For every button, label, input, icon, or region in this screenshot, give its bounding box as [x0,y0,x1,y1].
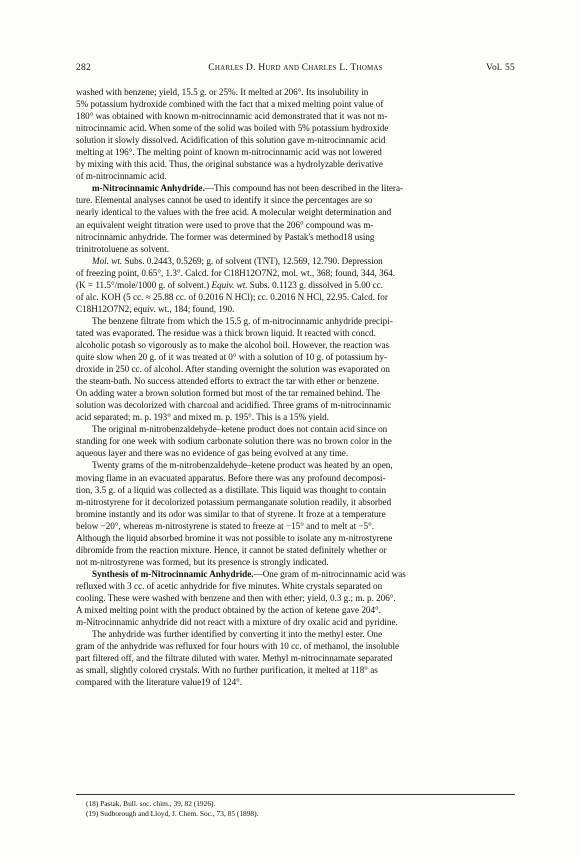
text-line: tion, 3.5 g. of a liquid was collected as a distillate. This liquid was thought to contain [76,484,387,495]
text-line: solution was decolorized with charcoal and acidified. Three grams of m-nitrocinnamic [76,400,392,411]
text-line: ture. Elemental analyses cannot be used to identify it since the percentages are so [76,195,373,206]
footnote-19: (19) Sudborough and Lloyd, J. Chem. Soc., 73, 85 (1898). [86,809,259,819]
text-line: droxide in 250 cc. of alcohol. After standing overnight the solution was evaporated on [76,364,390,375]
text-line: compared with the literature value19 of 124°. [76,677,243,688]
text-line: acid separated; m. p. 193° and mixed m. p. 195°. This is a 15% yield. [76,412,329,423]
text-line: m-Nitrocinnamic anhydride did not react with a mixture of dry oxalic acid and pyridine. [76,617,398,628]
text-line: nearly identical to the values with the free acid. A molecular weight determination and [76,207,392,218]
text-line: aqueous layer and there was no evidence of gas being evolved at any time. [76,448,349,459]
text-line: refluxed with 3 cc. of acetic anhydride for five minutes. White crystals separated on [76,580,383,591]
text-line: trinitrotoluene as solvent. [76,243,170,254]
inline-label: Mol. wt. [92,255,123,266]
running-head-authors: Charles D. Hurd and Charles L. Thomas [208,62,383,73]
text-line: The benzene filtrate from which the 15.5 g. of m-nitrocinnamic anhydride precipi- [92,315,393,326]
equiv-wt-line [76,279,515,291]
text-line: The anhydride was further identified by converting it into the methyl ester. One [92,629,383,640]
running-head [76,62,515,76]
text-line: 180° was obtained with known m-nitrocinnamic acid demonstrated that it was not m- [76,111,388,122]
section-heading: Synthesis of m-Nitrocinnamic Anhydride. [92,568,254,579]
text-line: C18H12O7N2, equiv. wt., 184; found, 190. [76,303,235,314]
text-line: washed with benzene; yield, 15.5 g. or 25%. It melted at 206°. Its insolubility in [76,87,369,97]
text-run: —This compound has not been described in the litera- [204,183,404,194]
footnotes [76,794,515,820]
text-line: tated was evaporated. The residue was a thick brown liquid. It reacted with concd. [76,327,376,338]
section-synthesis-lead [76,568,515,580]
text-line: melting at 196°. The melting point of known m-nitrocinnamic acid was not lowered [76,147,382,158]
mol-wt-lead [76,255,515,267]
text-line: nitrocinnamic acid. When some of the solid was boiled with 5% potassium hydroxide [76,123,389,134]
text-line: of m-nitrocinnamic acid. [76,171,167,182]
text-line: of freezing point, 0.65°, 1.3°. Calcd. for C18H12O7N2, mol. wt., 368; found, 344, 364. [76,267,396,278]
text-line: an equivalent weight titration were used to prove that the 206° compound was m- [76,219,374,230]
text-run: Subs. 0.1123 g. dissolved in 5.00 cc. [247,279,384,290]
text-run: Subs. 0.2443, 0.5269; g. of solvent (TNT), 12.569, 12.790. Depression [122,255,383,266]
volume-label: Vol. 55 [486,62,515,73]
text-line: A mixed melting point with the product obtained by the action of ketene gave 204°. [76,605,381,616]
text-line: Although the liquid absorbed bromine it was not possible to isolate any m-nitrostyrene [76,532,393,543]
inline-label: Equiv. wt. [211,279,248,290]
article-body [76,86,515,688]
text-line: The original m-nitrobenzaldehyde–ketene product does not contain acid since on [92,424,388,435]
text-line: moving flame in an evacuated apparatus. Before there was any profound decomposi- [76,472,386,483]
text-line: 5% potassium hydroxide combined with the fact that a mixed melting point value of [76,99,384,110]
section-heading: m-Nitrocinnamic Anhydride. [92,183,205,194]
text-line: gram of the anhydride was refluxed for four hours with 10 cc. of methanol, the insoluble [76,641,400,652]
text-line: as small, slightly colored crystals. With no further purification, it melted at 118° as [76,665,378,676]
text-line: by mixing with this acid. Thus, the original substance was a hydrolyzable derivative [76,159,383,170]
page-number: 282 [76,62,91,73]
text-line: the steam-bath. No success attended efforts to extract the tar with ether or benzene. [76,376,380,387]
text-line: solution it slowly dissolved. Acidification of this solution gave m-nitrocinnamic acid [76,135,386,146]
text-line: bromine instantly and its odor was similar to that of styrene. It froze at a temperature [76,508,386,519]
text-line: alcoholic potash so vigorously as to make the alcohol boil. However, the reaction was [76,339,390,350]
text-line: Twenty grams of the m-nitrobenzaldehyde–ketene product was heated by an open, [92,460,393,471]
text-line: of alc. KOH (5 cc. ≈ 25.88 cc. of 0.2016 N HCl); cc. 0.2016 N HCl, 22.95. Calcd. for [76,291,388,302]
footnote-18: (18) Pastak, Bull. soc. chim., 39, 82 (1926). [86,799,216,808]
text-line: not m-nitrostyrene was formed, but its presence is strongly indicated. [76,556,329,567]
text-line: standing for one week with sodium carbonate solution there was no brown color in the [76,436,392,447]
text-line: cooling. These were washed with benzene and then with ether; yield, 0.3 g.; m. p. 206°. [76,592,396,603]
text-line: quite slow when 20 g. of it was treated at 0° with a solution of 10 g. of potassium hy- [76,352,388,363]
text-line: nitrocinnamic anhydride. The former was determined by Pastak's method18 using [76,231,375,242]
text-line: part filtered off, and the filtrate diluted with water. Methyl m-nitrocinnamate separated [76,653,393,664]
text-line: below −20°, whereas m-nitrostyrene is stated to freeze at −15° and to melt at −5°. [76,520,375,531]
text-line: On adding water a brown solution formed but most of the tar remained behind. The [76,388,381,399]
section-anhydride-lead [76,182,515,194]
text-run: (K = 11.5°/mole/1000 g. of solvent.) [76,279,212,290]
text-line: dibromide from the reaction mixture. Hence, it cannot be stated definitely whether or [76,544,387,555]
text-run: —One gram of m-nitrocinnamic acid was [253,568,406,579]
text-line: m-nitrostyrene for it decolorized potassium permanganate solution readily, it absorbed [76,496,392,507]
